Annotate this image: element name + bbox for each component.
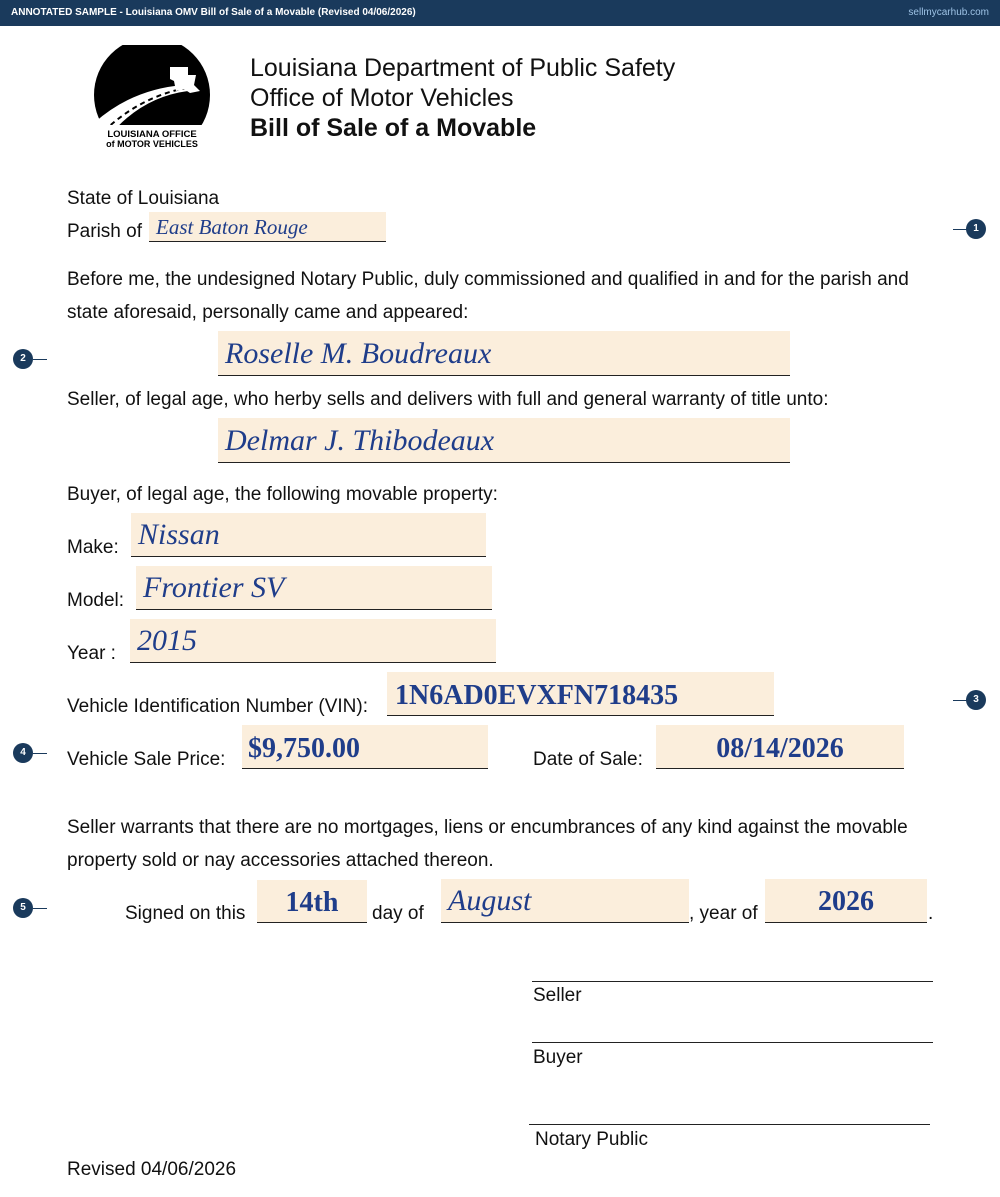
signed-day-value: 14th (285, 887, 339, 918)
buyer-clause: Buyer, of legal age, the following movable property: (67, 484, 498, 505)
seller-signature-label: Seller (533, 985, 582, 1006)
signed-period: . (928, 903, 934, 924)
make-underline (131, 556, 486, 557)
buyer-signature-line[interactable] (532, 1042, 933, 1043)
parish-label: Parish of (67, 221, 142, 242)
marker-4-leader (33, 753, 47, 754)
model-underline (136, 609, 492, 610)
warranty-line-2: property sold or nay accessories attached thereon. (67, 850, 494, 871)
price-underline (242, 768, 488, 769)
marker-2-leader (33, 359, 47, 360)
model-label: Model: (67, 590, 125, 611)
banner-site-link[interactable]: sellmycarhub.com (908, 7, 989, 18)
marker-1-leader (953, 229, 967, 230)
banner (0, 0, 1000, 26)
seller-signature-line[interactable] (532, 981, 933, 982)
price-label: Vehicle Sale Price: (67, 749, 226, 770)
banner-title: ANNOTATED SAMPLE - Louisiana OMV Bill of Sale of a Movable (Revised 04/06/2026) (11, 7, 416, 18)
buyer-name-underline (218, 462, 790, 463)
parish-value: East Baton Rouge (156, 215, 308, 239)
year-value: 2015 (137, 624, 197, 657)
notary-signature-line[interactable] (529, 1124, 930, 1125)
annotation-marker-4: 4 (13, 743, 33, 763)
annotation-marker-3: 3 (966, 690, 986, 710)
make-label: Make: (67, 537, 119, 558)
seller-name-value: Roselle M. Boudreaux (225, 337, 492, 370)
buyer-name-value: Delmar J. Thibodeaux (225, 424, 495, 457)
header-title: Bill of Sale of a Movable (250, 114, 537, 142)
signed-year-value: 2026 (818, 886, 874, 917)
header-office: Office of Motor Vehicles (250, 84, 514, 112)
signed-month-underline (441, 922, 689, 923)
date-value: 08/14/2026 (716, 733, 844, 764)
revised-date: Revised 04/06/2026 (67, 1159, 237, 1180)
state-label: State of Louisiana (67, 188, 220, 209)
annotation-marker-2: 2 (13, 349, 33, 369)
header-department: Louisiana Department of Public Safety (250, 54, 676, 82)
signed-year-underline (765, 922, 927, 923)
buyer-signature-label: Buyer (533, 1047, 583, 1068)
marker-3-leader (953, 700, 967, 701)
omv-logo (92, 45, 212, 165)
model-value: Frontier SV (143, 571, 285, 604)
warranty-line-1: Seller warrants that there are no mortgages, liens or encumbrances of any kind against the movable (67, 817, 908, 838)
seller-clause: Seller, of legal age, who herby sells and delivers with full and general warranty of title unto: (67, 389, 829, 410)
marker-5-leader (33, 908, 47, 909)
signed-on-label: Signed on this (125, 903, 246, 924)
parish-underline (149, 241, 386, 242)
day-of-label: day of (372, 903, 424, 924)
annotation-marker-5: 5 (13, 898, 33, 918)
logo-text-1: LOUISIANA OFFICE (107, 129, 197, 140)
price-value: $9,750.00 (248, 733, 360, 764)
intro-line-2: state aforesaid, personally came and appeared: (67, 302, 469, 323)
date-underline (656, 768, 904, 769)
intro-line-1: Before me, the undesigned Notary Public, duly commissioned and qualified in and for the parish and (67, 269, 909, 290)
date-label: Date of Sale: (533, 749, 643, 770)
year-of-label: , year of (689, 903, 758, 924)
vin-label: Vehicle Identification Number (VIN): (67, 696, 368, 717)
signed-day-underline (257, 922, 367, 923)
annotation-marker-1: 1 (966, 219, 986, 239)
vin-value: 1N6AD0EVXFN718435 (395, 680, 679, 711)
logo-text-2: of MOTOR VEHICLES (106, 139, 198, 149)
notary-signature-label: Notary Public (535, 1129, 648, 1150)
vin-underline (387, 715, 774, 716)
signed-month-value: August (448, 884, 532, 917)
year-underline (130, 662, 496, 663)
year-label: Year : (67, 643, 116, 664)
seller-name-underline (218, 375, 790, 376)
make-value: Nissan (138, 518, 220, 551)
